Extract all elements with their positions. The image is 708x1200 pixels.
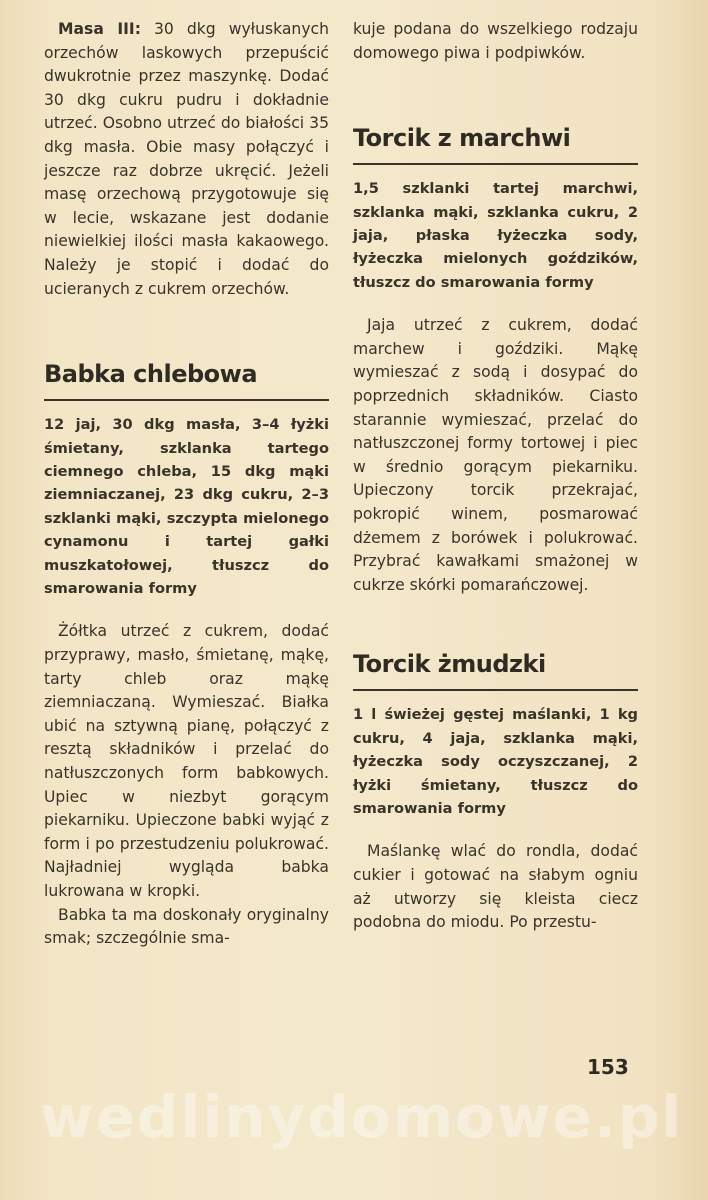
marchew-ingredients: 1,5 szklanki tartej marchwi, szklanka mąki, szklanka cukru, 2 jaja, płaska łyżeczka sody, łyżeczka mielonych goździków, tłuszcz do smarowania formy [353,180,638,291]
torcik-z-marchwi-title: Torcik z marchwi [353,124,571,153]
masa-label: Masa III: [58,20,141,38]
section-divider [44,399,329,401]
babka-method-1: Żółtka utrzeć z cukrem, dodać przyprawy, masło, śmietanę, mąkę, tarty chleb oraz mąkę ziemniaczaną. Wymieszać. Białka ubić na sztywną pianę, połączyć z resztą składników i przelać do natłuszczonych form babkowych. Upiec w niezbyt gorącym piekarniku. Upieczone babki wyjąć z form i po przestudzeniu polukrować. Najładniej wygląda babka lukrowana w kropki. [44,622,329,900]
left-column [44,18,329,951]
watermark: wedlinydomowe.pl [40,1083,684,1151]
masa-paragraph [44,18,329,301]
continuation-paragraph: kuje podana do wszelkiego rodzaju domowego piwa i podpiwków. [353,20,638,62]
babka-ingredients: 12 jaj, 30 dkg masła, 3–4 łyżki śmietany, szklanka tartego ciemnego chleba, 15 dkg mąki ziemniaczanej, 23 dkg cukru, 2–3 szklanki mąki, szczypta mielonego cynamonu i tartej gałki muszkatołowej, tłuszcz do smarowania formy [44,416,329,597]
masa-text: 30 dkg wyłuskanych orzechów laskowych przepuścić dwukrotnie przez maszynkę. Dodać 30 dkg cukru pudru i dokładnie utrzeć. Osobno utrzeć do białości 35 dkg masła. Obie masy połączyć i jeszcze raz dobrze ukręcić. Jeżeli masę orzechową przygotowuje się w lecie, wskazane jest dodanie niewielkiej ilości masła kakaowego. Należy je stopić i dodać do ucieranych z cukrem orzechów. [44,20,330,298]
babka-chlebowa-title: Babka chlebowa [44,360,258,389]
section-divider [353,689,638,691]
right-column [353,18,638,935]
zmudzki-method: Maślankę wlać do rondla, dodać cukier i gotować na słabym ogniu aż utworzy się kleista ciecz podobna do miodu. Po przestu- [353,842,638,932]
babka-method-2: Babka ta ma doskonały oryginalny smak; szczególnie sma- [44,905,329,948]
page-number: 153 [587,1055,629,1079]
section-divider [353,163,638,165]
marchew-method: Jaja utrzeć z cukrem, dodać marchew i goździki. Mąkę wymieszać z sodą i dosypać do poprzednich składników. Ciasto starannie wymieszać, przelać do natłuszczonej formy tortowej i piec w średnio gorącym piekarniku. Upieczony torcik przekrajać, pokropić winem, posmarować dżemem z borówek i polukrować. Przybrać kawałkami smażonej w cukrze skórki pomarańczowej. [353,316,638,594]
torcik-zmudzki-title: Torcik żmudzki [353,650,546,679]
zmudzki-ingredients: 1 l świeżej gęstej maślanki, 1 kg cukru, 4 jaja, szklanka mąki, łyżeczka sody oczyszczanej, 2 łyżki śmietany, tłuszcz do smarowania formy [353,706,638,817]
